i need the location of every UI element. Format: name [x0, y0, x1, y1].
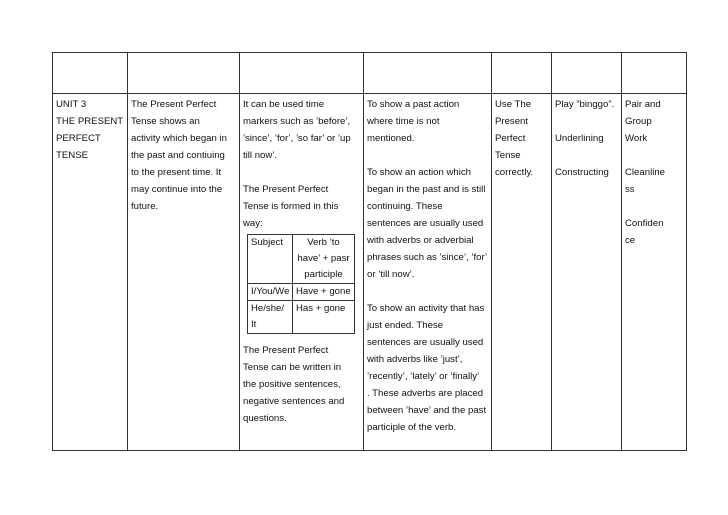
function-line: began in the past and is still: [367, 184, 486, 195]
formation-header-verb: Verb ’to have’ + pasr participle: [293, 235, 355, 284]
function-line: To show an activity that has: [367, 303, 485, 314]
character-line: Cleanline: [625, 167, 666, 178]
definition-line: to the present time. It: [131, 167, 222, 178]
activity-line: Underlining: [555, 133, 604, 144]
definition-cell: [128, 94, 240, 451]
function-line: just ended. These: [367, 320, 444, 331]
function-line: To show a past action: [367, 99, 460, 110]
written-line: Tense can be written in: [243, 362, 342, 373]
character-line: Work: [625, 133, 648, 144]
definition-line: may continue into the: [131, 184, 223, 195]
objective-line: correctly.: [495, 167, 534, 178]
usage-line: It can be used time: [243, 99, 325, 110]
definition-line: activity which began in: [131, 133, 227, 144]
formation-subject: I/You/We: [248, 284, 293, 301]
topic-cell: [53, 94, 128, 451]
function-line: participle of the verb.: [367, 422, 457, 433]
topic-line: UNIT 3: [56, 99, 87, 110]
function-line: To show an action which: [367, 167, 471, 178]
activity-line: Constructing: [555, 167, 609, 178]
formation-table: [247, 234, 355, 334]
character-line: Confiden: [625, 218, 664, 229]
function-line: ’recently’, ’lately’ or ’finally’: [367, 371, 480, 382]
topic-line: THE PRESENT: [56, 116, 124, 127]
formation-verb: Has + gone: [293, 301, 355, 334]
formation-header-subject: Subject: [248, 235, 293, 284]
header-cell: [552, 53, 622, 94]
formed-line: Tense is formed in this: [243, 201, 339, 212]
header-cell: [492, 53, 552, 94]
function-line: with adverbs or adverbial: [367, 235, 474, 246]
written-line: questions.: [243, 413, 287, 424]
formation-row: [248, 284, 355, 301]
written-line: the positive sentences,: [243, 379, 341, 390]
function-line: where time is not: [367, 116, 440, 127]
function-line: sentences are usually used: [367, 218, 484, 229]
function-line: with adverbs like ’just’,: [367, 354, 463, 365]
header-cell: [53, 53, 128, 94]
objective-line: Perfect: [495, 133, 526, 144]
formation-header-row: [248, 235, 355, 284]
objective-line: Use The: [495, 99, 532, 110]
character-line: ce: [625, 235, 636, 246]
formed-line: The Present Perfect: [243, 184, 329, 195]
function-line: continuing. These: [367, 201, 443, 212]
header-cell: [128, 53, 240, 94]
usage-line: ’since’, ’for’, ’so far’ or ’up: [243, 133, 351, 144]
lesson-plan-table: [52, 52, 687, 451]
topic-line: TENSE: [56, 150, 88, 161]
character-line: Pair and: [625, 99, 661, 110]
formation-verb: Have + gone: [293, 284, 355, 301]
usage-line: markers such as ’before’,: [243, 116, 351, 127]
function-line: . These adverbs are placed: [367, 388, 484, 399]
written-line: The Present Perfect: [243, 345, 329, 356]
usage-cell: [240, 94, 364, 451]
content-row: [53, 94, 687, 451]
definition-line: The Present Perfect: [131, 99, 217, 110]
usage-line: till now’.: [243, 150, 278, 161]
formation-subject: He/she/ It: [248, 301, 293, 334]
definition-line: future.: [131, 201, 159, 212]
character-line: Group: [625, 116, 652, 127]
character-cell: [622, 94, 687, 451]
activity-cell: [552, 94, 622, 451]
objective-cell: [492, 94, 552, 451]
objective-line: Tense: [495, 150, 521, 161]
character-line: ss: [625, 184, 635, 195]
header-cell: [364, 53, 492, 94]
function-cell: [364, 94, 492, 451]
formation-row: [248, 301, 355, 334]
header-cell: [622, 53, 687, 94]
function-line: mentioned.: [367, 133, 415, 144]
definition-line: Tense shows an: [131, 116, 200, 127]
header-cell: [240, 53, 364, 94]
function-line: or ’till now’.: [367, 269, 415, 280]
formed-line: way:: [243, 218, 263, 229]
written-line: negative sentences and: [243, 396, 345, 407]
topic-line: PERFECT: [56, 133, 101, 144]
activity-line: Play ”binggo”.: [555, 99, 615, 110]
header-row: [53, 53, 687, 94]
function-line: phrases such as ’since’, ’for’: [367, 252, 488, 263]
objective-line: Present: [495, 116, 529, 127]
function-line: sentences are usually used: [367, 337, 484, 348]
function-line: between ’have’ and the past: [367, 405, 487, 416]
definition-line: the past and contiuing: [131, 150, 225, 161]
